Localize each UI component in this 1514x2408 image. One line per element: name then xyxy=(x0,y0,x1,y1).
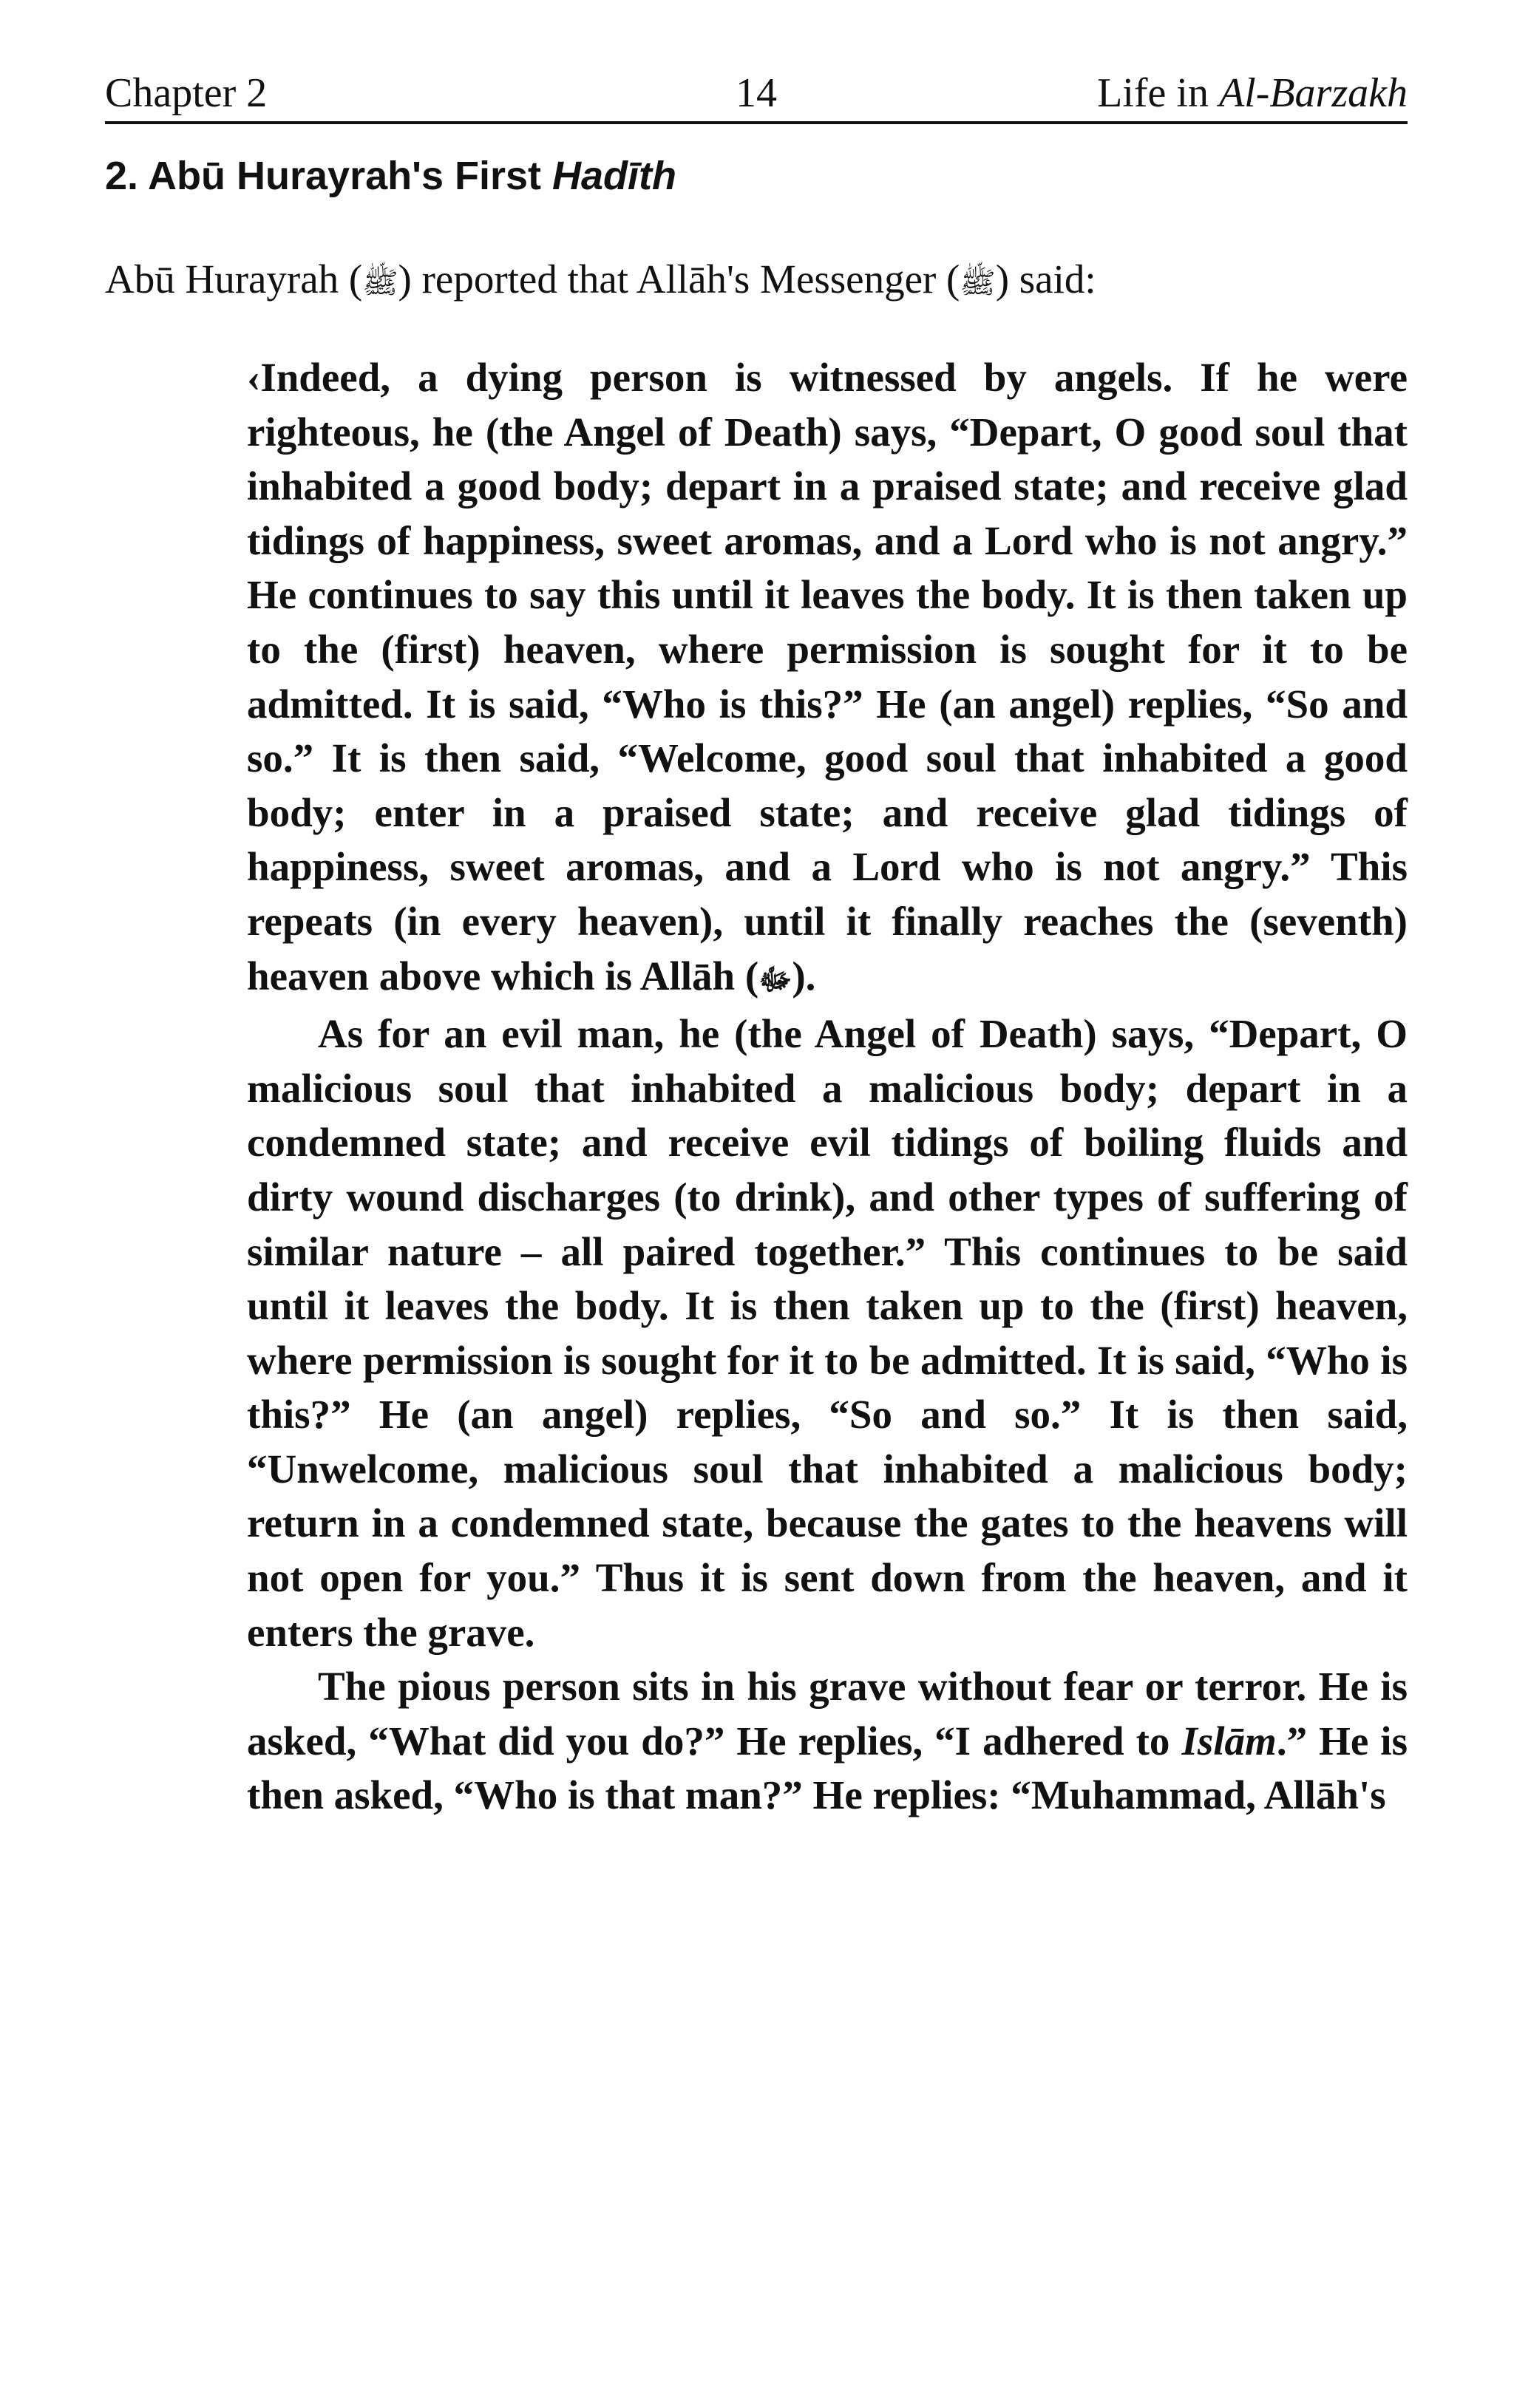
quote-text: The pious person sits in his grave without fear or terror. He is asked, “What did you do?” He replies, “I adhered to xyxy=(247,1664,1408,1764)
book-title xyxy=(1097,65,1408,121)
quote-paragraph-3 xyxy=(247,1659,1408,1823)
section-heading-text: 2. Abū Hurayrah's First xyxy=(105,154,552,198)
quote-paragraph-1 xyxy=(247,350,1408,1007)
book-title-italic: Al-Barzakh xyxy=(1218,70,1408,116)
quote-text: ‹Indeed, a dying person is witnessed by angels. If he were righteous, he (the Angel of Death) says, “Depart, O good soul that inhabited a good body; depart in a praised state; and receive glad tidings of happiness, sweet aromas, and a Lord who is not angry.” He continues to say this until it leaves the body. It is then taken up to the (first) heaven, where permission is sought for it to be admitted. It is said, “Who is this?” He (an angel) replies, “So and so.” It is then said, “Welcome, good soul that inhabited a good body; enter in a praised state; and receive glad tidings of happiness, sweet aromas, and a Lord who is not angry.” This repeats (in every heaven), until it finally reaches the (seventh) heaven above which is Allāh ( xyxy=(247,355,1408,999)
quote-text: .” He is then asked, “Who is that man?” He replies: “Muhammad, Allāh's xyxy=(247,1718,1408,1818)
quote-text: ). xyxy=(792,953,816,999)
honorific-icon: ﷺ xyxy=(362,266,398,299)
book-page xyxy=(105,65,1408,1823)
hadith-quote xyxy=(247,350,1408,1823)
intro-text-2: ) reported that Allāh's Messenger ( xyxy=(398,256,960,302)
running-header xyxy=(105,65,1408,124)
section-heading xyxy=(105,146,1408,205)
quote-paragraph-2: As for an evil man, he (the Angel of Death) says, “Depart, O malicious soul that inhabited a malicious body; depart in a condemned state; and receive evil tidings of boiling fluids and dirty wound discharges (to drink), and other types of suffering of similar nature – all paired together.” This continues to be said until it leaves the body. It is then taken up to the (first) heaven, where permission is sought for it to be admitted. It is said, “Who is this?” He (an angel) replies, “So and so.” It is then said, “Unwelcome, malicious soul that inhabited a malicious body; return in a condemned state, because the gates to the heavens will not open for you.” Thus it is sent down from the heaven, and it enters the grave. xyxy=(247,1011,1408,1655)
book-title-prefix: Life in xyxy=(1097,70,1219,116)
hadith-intro xyxy=(105,250,1408,309)
intro-text-3: ) said: xyxy=(995,256,1096,302)
quote-italic-term: Islām xyxy=(1181,1718,1277,1764)
section-heading-italic: Hadīth xyxy=(552,154,676,198)
page-number: 14 xyxy=(736,70,777,116)
honorific-icon: ﷻ xyxy=(758,962,792,996)
chapter-label: Chapter 2 xyxy=(105,70,268,116)
intro-text-1: Abū Hurayrah ( xyxy=(105,256,363,302)
honorific-icon: ﷺ xyxy=(960,266,996,299)
